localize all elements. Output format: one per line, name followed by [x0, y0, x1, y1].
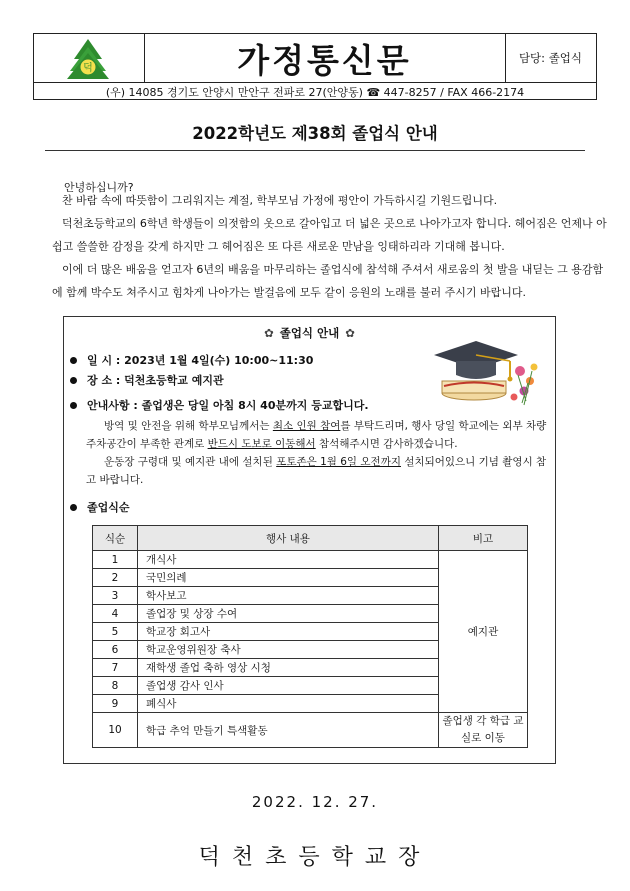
notice-detail-2: 운동장 구령대 및 예지관 내에 설치된 포토존은 1월 6일 오전까지 설치되어있으니 기념 촬영시 참고 바랍니다. [86, 456, 547, 486]
school-address: (우) 14085 경기도 안양시 만안구 전파로 27(안양동) ☎ 447-8257 / FAX 466-2174 [34, 82, 596, 100]
step-no: 8 [93, 677, 138, 695]
graduation-cap-illustration [414, 331, 544, 417]
step-no: 7 [93, 659, 138, 677]
step-no: 2 [93, 569, 138, 587]
flower-icon: ✿ [345, 326, 355, 340]
col-header-item: 행사 내용 [138, 526, 439, 551]
notice-value: 졸업생은 당일 아침 8시 40분까지 등교합니다. [141, 399, 369, 412]
col-header-remark: 비고 [439, 526, 528, 551]
step-item: 재학생 졸업 축하 영상 시청 [138, 659, 439, 677]
step-item: 개식사 [138, 551, 439, 569]
step-item: 졸업생 감사 인사 [138, 677, 439, 695]
step-item: 학교장 회고사 [138, 623, 439, 641]
place-row: 장 소 : 덕천초등학교 예지관 [70, 372, 224, 388]
ceremony-info-box [63, 316, 556, 764]
step-no: 10 [93, 713, 138, 748]
emphasis-photo-zone: 포토존은 1월 6일 오전까지 [276, 456, 401, 468]
step-item: 폐식사 [138, 695, 439, 713]
letter-paragraph-1: 찬 바람 속에 따뜻함이 그리워지는 계절, 학부모님 가정에 평안이 가득하시길 기원드립니다. [62, 194, 498, 207]
table-row [93, 551, 528, 569]
order-label: 졸업식순 [87, 501, 130, 514]
remark-venue: 예지관 [439, 551, 528, 713]
letter-paragraph-3: 이에 더 많은 배움을 얻고자 6년의 배움을 마무리하는 졸업식에 참석해 주셔서 새로움의 첫 발을 내딛는 그 용감함에 함께 박수도 쳐주시고 힘차게 나아가는 발걸음에 모두 같이 응원의 노래를 불러 주시기 바랍니다. [52, 263, 604, 299]
date-row: 일 시 : 2023년 1월 4일(수) 10:00~11:30 [70, 352, 313, 368]
info-title-text: 졸업식 안내 [279, 326, 340, 340]
bullet-icon [70, 504, 77, 511]
emphasis-min-attendees: 최소 인원 참여 [272, 420, 341, 432]
bullet-icon [70, 377, 77, 384]
col-header-no: 식순 [93, 526, 138, 551]
step-item: 학사보고 [138, 587, 439, 605]
step-item: 학급 추억 만들기 특색활동 [138, 713, 439, 748]
principal-signature: 덕천초등학교장 [198, 845, 432, 870]
emphasis-walk: 반드시 도보로 이동해서 [207, 438, 316, 450]
title-cell [144, 34, 506, 82]
step-no: 1 [93, 551, 138, 569]
step-no: 6 [93, 641, 138, 659]
greeting: 안녕하십니까? [64, 181, 134, 194]
school-logo [66, 37, 110, 81]
page-heading: 2022학년도 제38회 졸업식 안내 [192, 124, 438, 143]
heading-divider [45, 150, 585, 151]
date-label: 일 시 [87, 354, 113, 367]
step-no: 5 [93, 623, 138, 641]
ceremony-order-table [92, 525, 528, 748]
table-row [93, 713, 528, 748]
place-label: 장 소 [87, 374, 113, 387]
order-row [70, 499, 130, 515]
date-value: 2023년 1월 4일(수) 10:00~11:30 [124, 354, 314, 367]
step-no: 9 [93, 695, 138, 713]
place-value: 덕천초등학교 예지관 [124, 374, 224, 387]
remark-classroom: 졸업생 각 학급 교실로 이동 [439, 713, 528, 748]
manager-label: 담당: 졸업식 [518, 51, 583, 65]
step-item: 학교운영위원장 축사 [138, 641, 439, 659]
table-header-row [93, 526, 528, 551]
step-item: 국민의례 [138, 569, 439, 587]
bullet-icon [70, 402, 77, 409]
notice-label: 안내사항 [87, 399, 130, 412]
newsletter-header [33, 33, 597, 100]
issue-date: 2022. 12. 27. [251, 793, 379, 811]
logo-cell [34, 34, 145, 82]
logo-mark: 덕 [83, 63, 93, 74]
letter-paragraph-2: 덕천초등학교의 6학년 학생들이 의젓함의 옷으로 갈아입고 더 넓은 곳으로 나아가고자 합니다. 헤어짐은 언제나 아쉽고 쓸쓸한 감정을 갖게 하지만 그 헤어짐은 또 다른 새로운 만남을 잉태하리라 기대해 봅니다. [52, 217, 607, 253]
step-no: 4 [93, 605, 138, 623]
newsletter-title: 가정통신문 [237, 40, 412, 80]
step-no: 3 [93, 587, 138, 605]
step-item: 졸업장 및 상장 수여 [138, 605, 439, 623]
flower-icon: ✿ [264, 326, 274, 340]
notice-detail-1: 방역 및 안전을 위해 학부모님께서는 최소 인원 참여를 부탁드리며, 행사 당일 학교에는 외부 차량 주차공간이 부족한 관계로 반드시 도보로 이동해서 참석해주시면 감사하겠습니다. [86, 420, 547, 450]
notice-row: 안내사항 : 졸업생은 당일 아침 8시 40분까지 등교합니다. [70, 397, 369, 413]
bullet-icon [70, 357, 77, 364]
